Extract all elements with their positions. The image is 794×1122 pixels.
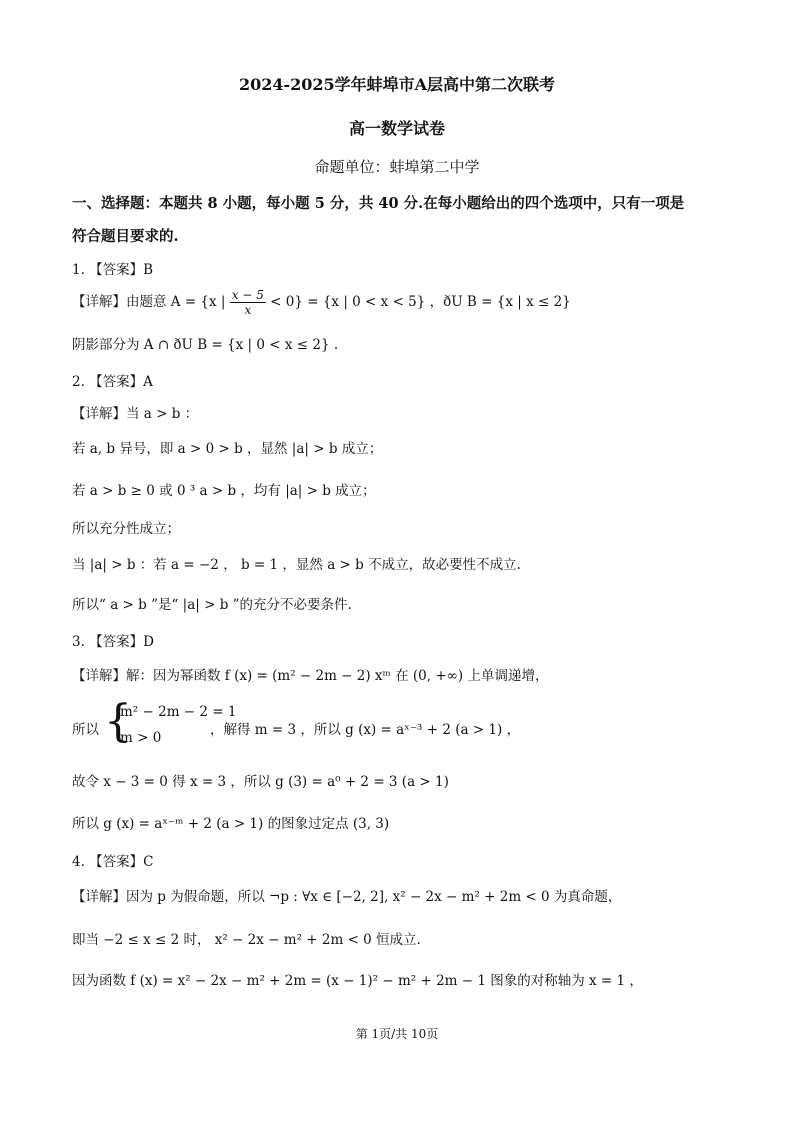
q1-detail-prefix: 【详解】由题意 A = {x |: [72, 294, 226, 310]
q2-line3: 若 a > b ≥ 0 或 0 ³ a > b ，均有 |a| > b 成立；: [72, 483, 376, 499]
q3-answer: 3. 【答案】D: [72, 634, 154, 650]
q3-system-result: ，解得 m = 3 ，所以 g (x) = aˣ⁻³ + 2 (a > 1) ，: [210, 722, 521, 738]
q3-line4: 所以 g (x) = aˣ⁻ᵐ + 2 (a > 1) 的图象过定点 (3, 3): [72, 816, 390, 832]
q3-system-eq2: m > 0: [120, 730, 162, 746]
exam-title: 2024-2025学年蚌埠市A层高中第二次联考: [238, 75, 556, 94]
q3-system-eq1: m² − 2m − 2 = 1: [120, 704, 237, 720]
section-heading-line1: 一、选择题：本题共 8 小题，每小题 5 分，共 40 分.在每小题给出的四个选项中，只有一项是: [72, 195, 685, 212]
q4-line2: 即当 −2 ≤ x ≤ 2 时， x² − 2x − m² + 2m < 0 恒成立.: [72, 932, 421, 948]
q4-line3: 因为函数 f (x) = x² − 2x − m² + 2m = (x − 1)² − m² + 2m − 1 图象的对称轴为 x = 1 ，: [72, 973, 643, 989]
q1-fraction-denominator: x: [244, 303, 252, 317]
section-heading-line2: 符合题目要求的.: [72, 228, 179, 245]
q2-line2: 若 a, b 异号，即 a > 0 > b ，显然 |a| > b 成立；: [72, 441, 383, 457]
author-unit: 命题单位：蚌埠第二中学: [314, 158, 480, 176]
q1-fraction: [230, 288, 266, 317]
q1-detail: [72, 288, 571, 317]
q2-line5: 当 |a| > b ：若 a = −2 ， b = 1 ，显然 a > b 不成立，故必要性不成立.: [72, 557, 521, 573]
q2-answer: 2. 【答案】A: [72, 374, 153, 390]
q3-line3: 故令 x − 3 = 0 得 x = 3 ，所以 g (3) = a⁰ + 2 = 3 (a > 1): [72, 774, 449, 790]
q2-line1: 【详解】当 a > b ：: [72, 406, 199, 422]
brace-icon: {: [104, 696, 132, 747]
q1-answer: 1. 【答案】B: [72, 262, 154, 278]
q4-answer: 4. 【答案】C: [72, 854, 154, 870]
page-number: 第 1页/共 10页: [355, 1027, 439, 1041]
exam-subtitle: 高一数学试卷: [348, 119, 445, 138]
q1-fraction-numerator: x − 5: [231, 288, 264, 302]
q3-line1: 【详解】解：因为幂函数 f (x) = (m² − 2m − 2) xᵐ 在 (0, +∞) 上单调递增，: [72, 668, 549, 684]
q4-line1: 【详解】因为 p 为假命题，所以 ¬p : ∀x ∈ [−2, 2], x² − 2x − m² + 2m < 0 为真命题，: [72, 889, 622, 905]
q1-detail-suffix: < 0} = {x | 0 < x < 5} ，ðU B = {x | x ≤ 2}: [270, 294, 571, 310]
q3-system-label: 所以: [72, 722, 99, 738]
q1-shade: 阴影部分为 A ∩ ðU B = {x | 0 < x ≤ 2} .: [72, 337, 339, 353]
q2-line4: 所以充分性成立；: [72, 521, 180, 537]
q2-line6: 所以“ a > b ”是“ |a| > b ”的充分不必要条件.: [72, 597, 352, 613]
